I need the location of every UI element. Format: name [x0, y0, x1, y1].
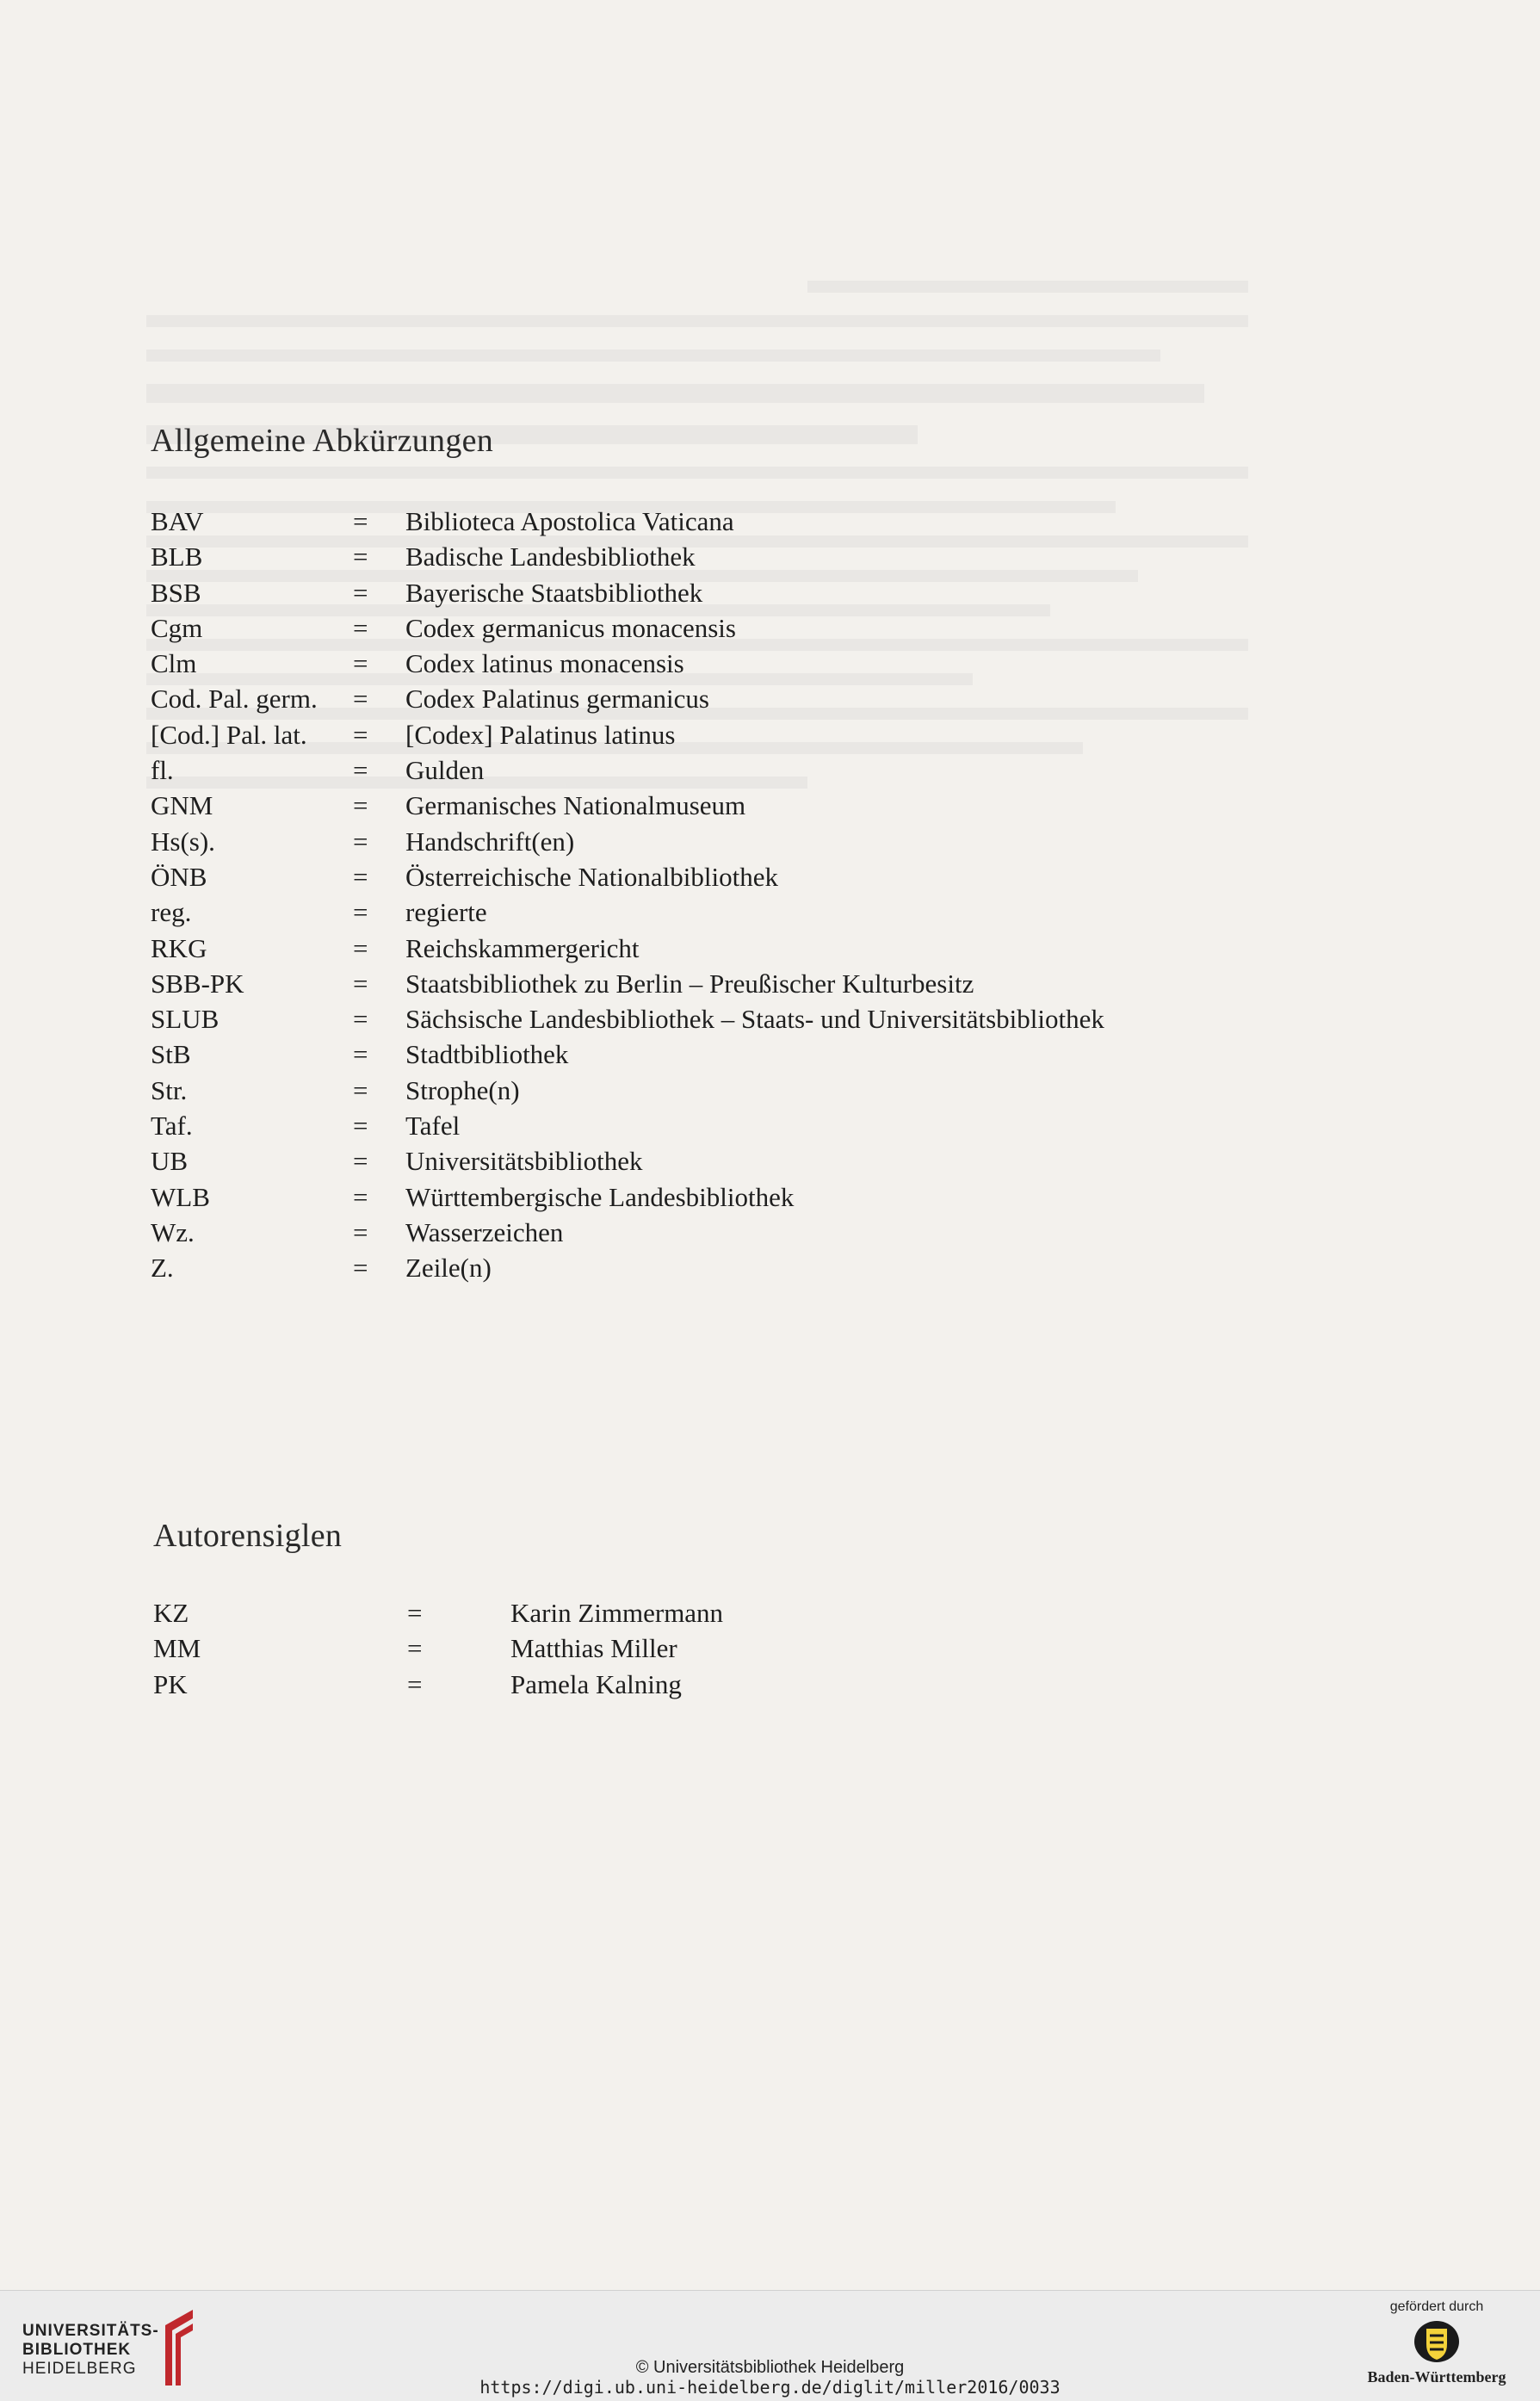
equals-sign: =: [353, 1216, 368, 1247]
abbreviation: Taf.: [151, 1111, 193, 1142]
abbreviation: BSB: [151, 577, 201, 608]
expansion: Bayerische Staatsbibliothek: [405, 577, 703, 608]
abbreviation: reg.: [151, 897, 192, 928]
funding-label: gefördert durch: [1389, 2299, 1484, 2314]
expansion: Tafel: [405, 1111, 461, 1142]
abbreviation: fl.: [151, 755, 174, 786]
copyright-notice: © Universitätsbibliothek Heidelberg: [635, 2358, 905, 2377]
funding-state: Baden-Württemberg: [1367, 2368, 1506, 2386]
expansion: Sächsische Landesbibliothek – Staats- und Universitätsbibliothek: [405, 1004, 1104, 1035]
abbreviation: Wz.: [151, 1216, 195, 1247]
equals-sign: =: [353, 932, 368, 963]
abbreviation: Hs(s).: [151, 826, 215, 857]
expansion: Codex latinus monacensis: [405, 648, 684, 679]
permalink-url[interactable]: https://digi.ub.uni-heidelberg.de/diglit/miller2016/0033: [479, 2377, 1061, 2398]
equals-sign: =: [353, 684, 368, 715]
equals-sign: =: [353, 1004, 368, 1035]
equals-sign: =: [353, 541, 368, 572]
abbreviation: MM: [153, 1633, 201, 1664]
expansion: Wasserzeichen: [405, 1216, 564, 1247]
expansion: Reichskammergericht: [405, 932, 640, 963]
equals-sign: =: [353, 506, 368, 536]
expansion: Karin Zimmermann: [510, 1598, 724, 1628]
equals-sign: =: [353, 790, 368, 821]
equals-sign: =: [407, 1633, 423, 1664]
abbreviation: WLB: [151, 1181, 210, 1212]
abbreviation: SBB-PK: [151, 968, 244, 999]
equals-sign: =: [353, 755, 368, 786]
abbreviation: Str.: [151, 1074, 188, 1105]
equals-sign: =: [407, 1668, 423, 1699]
abbreviations-title: Allgemeine Abkürzungen: [151, 423, 494, 459]
abbreviation: RKG: [151, 932, 207, 963]
abbreviation: Cgm: [151, 612, 203, 643]
equals-sign: =: [353, 861, 368, 892]
equals-sign: =: [353, 897, 368, 928]
expansion: Staatsbibliothek zu Berlin – Preußischer Kulturbesitz: [405, 968, 974, 999]
author-sigla-title: Autorensiglen: [153, 1518, 343, 1554]
equals-sign: =: [353, 612, 368, 643]
expansion: Österreichische Nationalbibliothek: [405, 861, 779, 892]
abbreviation: Clm: [151, 648, 197, 679]
equals-sign: =: [353, 648, 368, 679]
equals-sign: =: [353, 1039, 368, 1070]
abbreviation: Z.: [151, 1253, 174, 1284]
abbreviation: Cod. Pal. germ.: [151, 684, 318, 715]
expansion: Biblioteca Apostolica Vaticana: [405, 506, 734, 536]
expansion: Württembergische Landesbibliothek: [405, 1181, 795, 1212]
expansion: [Codex] Palatinus latinus: [405, 719, 676, 750]
expansion: Badische Landesbibliothek: [405, 541, 696, 572]
equals-sign: =: [353, 1111, 368, 1142]
expansion: Matthias Miller: [510, 1633, 677, 1664]
equals-sign: =: [407, 1598, 423, 1628]
equals-sign: =: [353, 719, 368, 750]
logo-line-2: BIBLIOTHEK: [22, 2341, 132, 2359]
equals-sign: =: [353, 968, 368, 999]
expansion: Stadtbibliothek: [405, 1039, 569, 1070]
abbreviation: GNM: [151, 790, 213, 821]
expansion: Zeile(n): [405, 1253, 492, 1284]
expansion: Pamela Kalning: [510, 1668, 682, 1699]
equals-sign: =: [353, 1181, 368, 1212]
abbreviation: ÖNB: [151, 861, 207, 892]
expansion: Handschrift(en): [405, 826, 575, 857]
logo-line-1: UNIVERSITÄTS-: [22, 2322, 159, 2340]
abbreviation: PK: [153, 1668, 188, 1699]
coat-of-arms-icon: [1412, 2318, 1462, 2365]
abbreviation: [Cod.] Pal. lat.: [151, 719, 307, 750]
abbreviation: UB: [151, 1146, 189, 1177]
expansion: Germanisches Nationalmuseum: [405, 790, 746, 821]
equals-sign: =: [353, 577, 368, 608]
abbreviation: SLUB: [151, 1004, 220, 1035]
footer-bar: [0, 2290, 1540, 2401]
equals-sign: =: [353, 826, 368, 857]
equals-sign: =: [353, 1074, 368, 1105]
logo-line-3: HEIDELBERG: [22, 2360, 137, 2378]
equals-sign: =: [353, 1253, 368, 1284]
expansion: Codex Palatinus germanicus: [405, 684, 709, 715]
abbreviation: BLB: [151, 541, 203, 572]
expansion: Universitätsbibliothek: [405, 1146, 643, 1177]
expansion: regierte: [405, 897, 487, 928]
equals-sign: =: [353, 1146, 368, 1177]
expansion: Strophe(n): [405, 1074, 520, 1105]
abbreviation: StB: [151, 1039, 191, 1070]
abbreviation: BAV: [151, 506, 204, 536]
funding-badge: [1359, 2299, 1514, 2386]
expansion: Gulden: [405, 755, 485, 786]
expansion: Codex germanicus monacensis: [405, 612, 736, 643]
abbreviation: KZ: [153, 1598, 189, 1628]
